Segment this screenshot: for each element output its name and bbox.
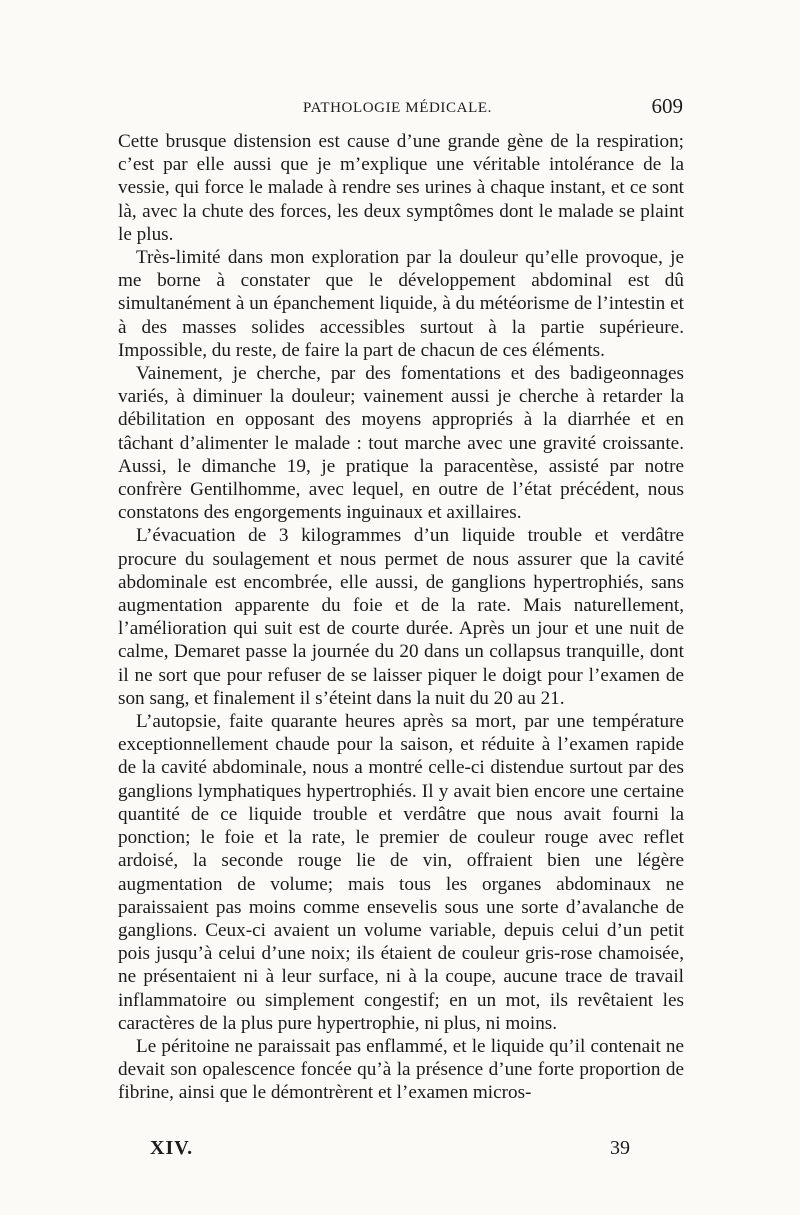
paragraph: Très-limité dans mon exploration par la douleur qu’elle provoque, je me borne à constater que le développement abdominal est dû simultanément à un épanchement liquide, à du météorisme de l’intestin et à des masses solides accessibles surtout à la partie supérieure. Impossible, du reste, de faire la part de chacun de ces éléments. xyxy=(118,247,684,361)
running-head: PATHOLOGIE MÉDICALE. xyxy=(303,100,492,116)
sheet-number: 39 xyxy=(610,1137,630,1159)
paragraph: Cette brusque distension est cause d’une grande gène de la respiration; c’est par elle aussi que je m’explique une véritable intolérance de la vessie, qui force le malade à rendre ses urines à chaque instant, et ce sont là, avec la chute des forces, les deux symptômes dont le malade se plaint le plus. xyxy=(118,131,684,245)
page-number: 609 xyxy=(651,94,683,118)
paragraph: Le péritoine ne paraissait pas enflammé, et le liquide qu’il contenait ne devait son opalescence foncée qu’à la présence d’une forte proportion de fibrine, ainsi que le démontrèrent et l’examen micros- xyxy=(118,1035,684,1104)
paragraph: Vainement, je cherche, par des fomentations et des badigeonnages variés, à diminuer la douleur; vainement aussi je cherche à retarder la débilitation en opposant des moyens appropriés à la diarrhée et en tâchant d’alimenter le malade : tout marche avec une gravité croissante. Aussi, le dimanche 19, je pratique la paracentèse, assisté par notre confrère Gentilhomme, avec lequel, en outre de l’état précédent, nous constatons des engorgements inguinaux et axillaires. xyxy=(118,363,684,524)
signature-mark: XIV. xyxy=(150,1137,194,1159)
body-text xyxy=(118,130,684,1105)
page-footer xyxy=(150,1137,630,1167)
page-header xyxy=(118,94,683,124)
paragraph: L’autopsie, faite quarante heures après sa mort, par une température exceptionnellement chaude pour la saison, et réduite à l’examen rapide de la cavité abdominale, nous a montré celle-ci distendue surtout par des ganglions lymphatiques hypertrophiés. Il y avait bien encore une certaine quantité de ce liquide trouble et verdâtre que nous avait fourni la ponction; le foie et la rate, le premier de couleur rouge avec reflet ardoisé, la seconde rouge lie de vin, offraient bien une légère augmentation de volume; mais tous les organes abdominaux ne paraissaient pas moins comme ensevelis sous une sorte d’avalanche de ganglions. Ceux-ci avaient un volume variable, depuis celui d’un petit pois jusqu’à celui d’une noix; ils étaient de couleur gris-rose chamoisée, ne présentaient ni à leur surface, ni à la coupe, aucune trace de travail inflammatoire ou simplement congestif; en un mot, ils revêtaient les caractères de la plus pure hypertrophie, ni plus, ni moins. xyxy=(118,711,684,1034)
paragraph: L’évacuation de 3 kilogrammes d’un liquide trouble et verdâtre procure du soulagement et nous permet de nous assurer que la cavité abdominale est encombrée, elle aussi, de ganglions hypertrophiés, sans augmentation apparente du foie et de la rate. Mais naturellement, l’amélioration qui suit est de courte durée. Après un jour et une nuit de calme, Demaret passe la journée du 20 dans un collapsus tranquille, dont il ne sort que pour refuser de se laisser piquer le doigt pour l’examen de son sang, et finalement il s’éteint dans la nuit du 20 au 21. xyxy=(118,525,684,709)
